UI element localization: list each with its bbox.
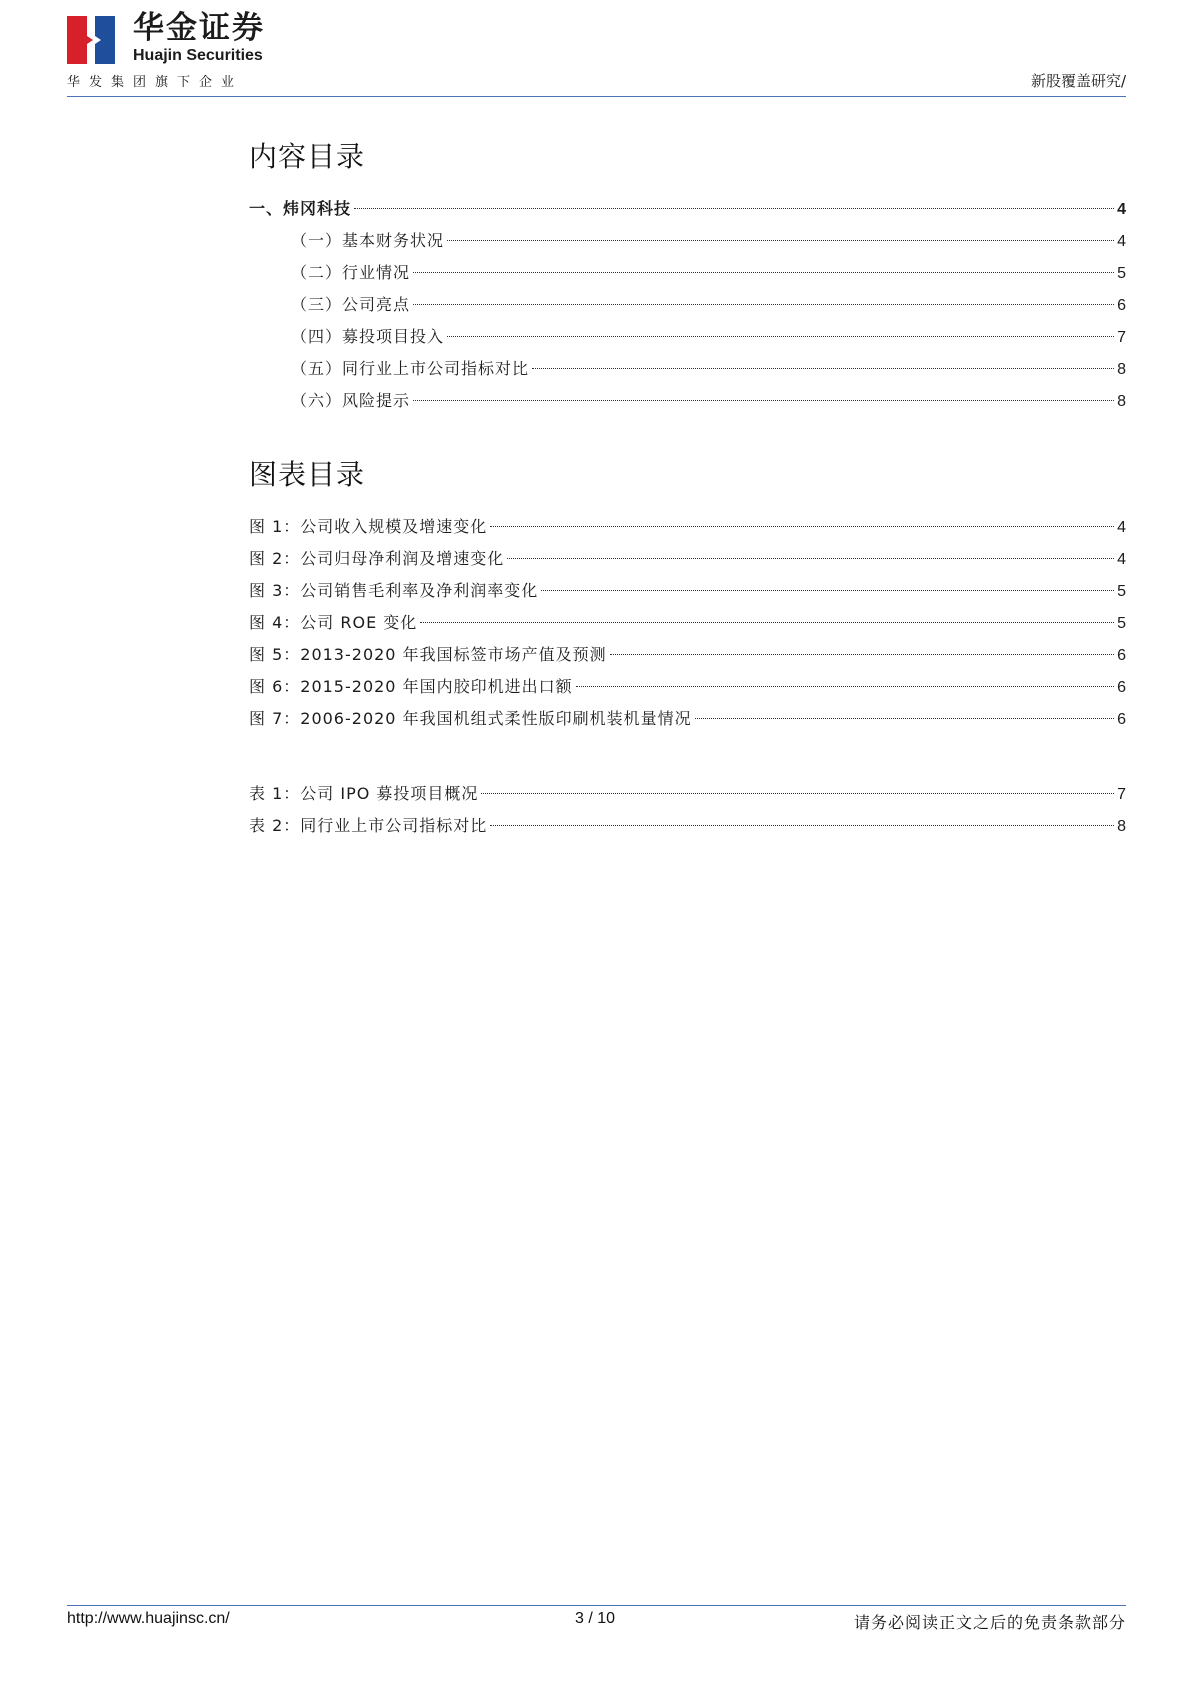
dot-leader	[413, 400, 1114, 401]
toc-entry[interactable]	[249, 193, 1126, 225]
brand-english-name: Huajin Securities	[133, 47, 263, 64]
toc-entry-page: 4	[1117, 201, 1126, 218]
toc-entry-label: （五）同行业上市公司指标对比	[291, 359, 530, 378]
toc-entry-label: （一）基本财务状况	[291, 231, 445, 250]
group-tagline: 华发集团旗下企业	[67, 75, 244, 90]
toc-entry[interactable]	[249, 225, 1126, 257]
figure-entry-page: 6	[1117, 679, 1126, 696]
toc-entry-label: （二）行业情况	[291, 263, 411, 282]
page-number: 3 / 10	[574, 1610, 616, 1627]
toc-entry-label: （六）风险提示	[291, 391, 411, 410]
brand-chinese-name: 华金证券	[133, 10, 265, 46]
dot-leader	[490, 825, 1114, 826]
figure-entry-page: 6	[1117, 711, 1126, 728]
toc-entry-page: 7	[1117, 329, 1126, 346]
figure-entry-page: 5	[1117, 583, 1126, 600]
toc-entry-page: 5	[1117, 265, 1126, 282]
table-entry-label: 表 1：公司 IPO 募投项目概况	[249, 784, 479, 803]
figure-entry[interactable]	[249, 671, 1126, 703]
toc-entry[interactable]	[249, 385, 1126, 417]
dot-leader	[532, 368, 1114, 369]
figure-entry[interactable]	[249, 639, 1126, 671]
dot-leader	[420, 622, 1114, 623]
figure-entry[interactable]	[249, 511, 1126, 543]
toc-entry-page: 6	[1117, 297, 1126, 314]
figure-entry-page: 4	[1117, 519, 1126, 536]
toc-entry[interactable]	[249, 321, 1126, 353]
toc-entry-label: （四）募投项目投入	[291, 327, 445, 346]
table-entry-page: 8	[1117, 818, 1126, 835]
dot-leader	[490, 526, 1114, 527]
table-entry[interactable]	[249, 778, 1126, 810]
figure-entry-label: 图 7：2006-2020 年我国机组式柔性版印刷机装机量情况	[249, 709, 692, 728]
figure-entry-page: 5	[1117, 615, 1126, 632]
huajin-logo-icon	[67, 16, 115, 64]
figure-entry-label: 图 1：公司收入规模及增速变化	[249, 517, 488, 536]
dot-leader	[447, 240, 1114, 241]
figure-entry-label: 图 6：2015-2020 年国内胶印机进出口额	[249, 677, 573, 696]
toc-entry[interactable]	[249, 353, 1126, 385]
figure-entry[interactable]	[249, 703, 1126, 735]
figure-entry-label: 图 2：公司归母净利润及增速变化	[249, 549, 505, 568]
contents-list	[249, 193, 1126, 417]
footer-website-link[interactable]: http://www.huajinsc.cn/	[67, 1610, 230, 1627]
toc-entry-page: 8	[1117, 361, 1126, 378]
dot-leader	[354, 208, 1114, 209]
figure-entry-label: 图 3：公司销售毛利率及净利润率变化	[249, 581, 539, 600]
figures-title: 图表目录	[249, 458, 366, 491]
toc-entry-page: 4	[1117, 233, 1126, 250]
dot-leader	[610, 654, 1115, 655]
figure-entry[interactable]	[249, 543, 1126, 575]
dot-leader	[447, 336, 1114, 337]
table-entry-page: 7	[1117, 786, 1126, 803]
dot-leader	[413, 272, 1114, 273]
dot-leader	[541, 590, 1114, 591]
figure-entry-label: 图 4：公司 ROE 变化	[249, 613, 418, 632]
header-rule	[67, 96, 1126, 97]
figures-list	[249, 511, 1126, 735]
toc-entry-label: （三）公司亮点	[291, 295, 411, 314]
disclaimer-note: 请务必阅读正文之后的免责条款部分	[853, 1613, 1126, 1632]
report-series: 新股覆盖研究/	[1030, 72, 1126, 90]
toc-entry[interactable]	[249, 289, 1126, 321]
footer-rule	[67, 1605, 1126, 1606]
toc-entry-page: 8	[1117, 393, 1126, 410]
toc-entry-label: 一、炜冈科技	[249, 199, 352, 218]
tables-list	[249, 778, 1126, 842]
toc-entry[interactable]	[249, 257, 1126, 289]
figure-entry-page: 4	[1117, 551, 1126, 568]
figure-entry-label: 图 5：2013-2020 年我国标签市场产值及预测	[249, 645, 607, 664]
dot-leader	[576, 686, 1115, 687]
figure-entry[interactable]	[249, 575, 1126, 607]
contents-title: 内容目录	[249, 140, 366, 173]
dot-leader	[481, 793, 1114, 794]
figure-entry-page: 6	[1117, 647, 1126, 664]
dot-leader	[507, 558, 1114, 559]
dot-leader	[695, 718, 1115, 719]
table-entry[interactable]	[249, 810, 1126, 842]
table-entry-label: 表 2：同行业上市公司指标对比	[249, 816, 488, 835]
dot-leader	[413, 304, 1114, 305]
figure-entry[interactable]	[249, 607, 1126, 639]
